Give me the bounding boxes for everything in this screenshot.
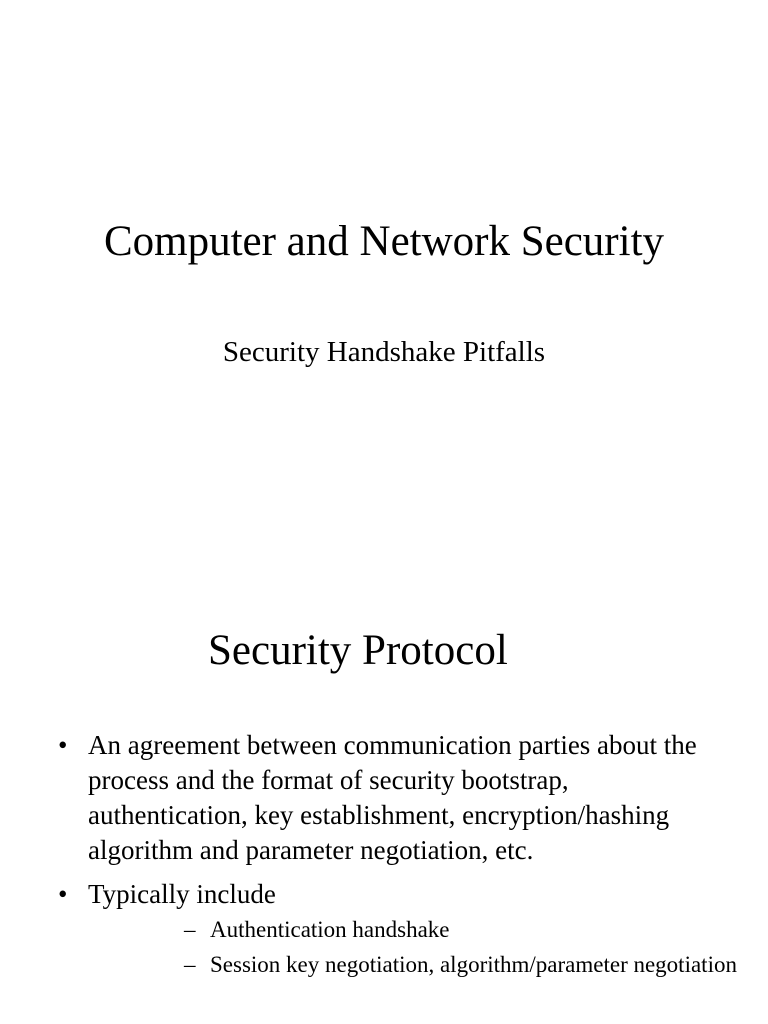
bullet-text: Typically include [88, 879, 276, 909]
bullet-item [0, 728, 768, 868]
content-slide [0, 560, 768, 1024]
sub-bullet-item [88, 912, 728, 947]
sub-bullet-marker: – [184, 917, 196, 942]
slide-title: Security Protocol [208, 627, 508, 674]
presentation-title: Computer and Network Security [103, 218, 665, 265]
bullet-marker: • [58, 730, 68, 760]
sub-bullet-marker: – [184, 952, 196, 977]
sub-bullet-list [88, 912, 737, 982]
sub-bullet-text: Session key negotiation, algorithm/parameter negotiation [210, 952, 737, 977]
bullet-text: An agreement between communication parties about the process and the format of security bootstrap, authentication, key establishment, encryption/hashing algorithm and parameter negotiation, etc. [88, 730, 697, 865]
bullet-marker: • [58, 879, 68, 909]
sub-bullet-text: Authentication handshake [210, 917, 450, 942]
bullet-list [0, 728, 768, 991]
bullet-item [0, 877, 768, 982]
sub-bullet-item [88, 947, 737, 982]
presentation-subtitle: Security Handshake Pitfalls [222, 336, 546, 368]
